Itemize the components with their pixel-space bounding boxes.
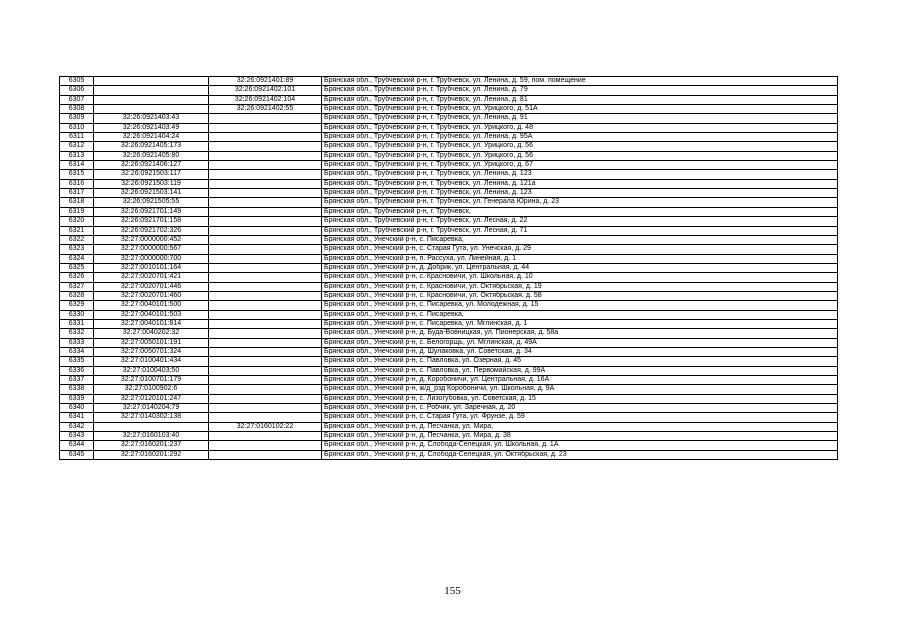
address-cell: Брянская обл., Унечский р-н, с. Лизогубовка, ул. Советская, д. 15 <box>322 394 838 403</box>
row-number-cell: 6309 <box>60 114 94 123</box>
row-number-cell: 6336 <box>60 366 94 375</box>
row-number-cell: 6315 <box>60 170 94 179</box>
table-row <box>60 273 838 282</box>
cadastral-number-alt-cell <box>209 151 322 160</box>
cadastral-number-alt-cell <box>209 366 322 375</box>
cadastral-number-alt-cell <box>209 142 322 151</box>
table-row <box>60 329 838 338</box>
address-cell: Брянская обл., Трубчевский р-н, г. Трубчевск, ул. Ленина, д. 123 <box>322 189 838 198</box>
row-number-cell: 6331 <box>60 319 94 328</box>
address-cell: Брянская обл., Трубчевский р-н, г. Трубчевск, ул. Ленина, д. 79 <box>322 86 838 95</box>
cadastral-number-alt-cell <box>209 235 322 244</box>
cadastral-number-cell: 32:26:0921503:119 <box>94 179 209 188</box>
row-number-cell: 6326 <box>60 273 94 282</box>
cadastral-number-alt-cell <box>209 254 322 263</box>
table-row <box>60 105 838 114</box>
address-cell: Брянская обл., Унечский р-н, с. Писаревка, ул. Мглинская, д. 1 <box>322 319 838 328</box>
address-cell: Брянская обл., Трубчевский р-н, г. Трубчевск, ул. Генерала Юрина, д. 23 <box>322 198 838 207</box>
cadastral-number-alt-cell <box>209 385 322 394</box>
row-number-cell: 6310 <box>60 123 94 132</box>
cadastral-number-alt-cell <box>209 179 322 188</box>
cadastral-number-cell: 32:27:0040202:32 <box>94 329 209 338</box>
row-number-cell: 6321 <box>60 226 94 235</box>
cadastral-number-cell: 32:26:0921702:326 <box>94 226 209 235</box>
table-row <box>60 357 838 366</box>
table-row <box>60 245 838 254</box>
table-row <box>60 114 838 123</box>
table-row <box>60 385 838 394</box>
table-row <box>60 86 838 95</box>
address-cell: Брянская обл., Унечский р-н, с. Красновичи, ул. Школьная, д. 10 <box>322 273 838 282</box>
table-row <box>60 432 838 441</box>
row-number-cell: 6344 <box>60 441 94 450</box>
cadastral-number-cell: 32:26:0921701:149 <box>94 207 209 216</box>
cadastral-number-cell: 32:26:0921405:173 <box>94 142 209 151</box>
cadastral-number-alt-cell <box>209 338 322 347</box>
address-cell: Брянская обл., Унечский р-н, с. Писаревка, ул. Молодежная, д. 15 <box>322 301 838 310</box>
cadastral-number-alt-cell <box>209 310 322 319</box>
cadastral-number-alt-cell <box>209 319 322 328</box>
table-row <box>60 123 838 132</box>
cadastral-number-cell: 32:26:0921404:24 <box>94 133 209 142</box>
row-number-cell: 6327 <box>60 282 94 291</box>
cadastral-number-cell: 32:27:0000000:452 <box>94 235 209 244</box>
row-number-cell: 6329 <box>60 301 94 310</box>
row-number-cell: 6333 <box>60 338 94 347</box>
cadastral-number-cell: 32:27:0040101:503 <box>94 310 209 319</box>
address-cell: Брянская обл., Трубчевский р-н, г. Трубчевск, ул. Урицкого, д. 67 <box>322 161 838 170</box>
address-cell: Брянская обл., Трубчевский р-н, г. Трубчевск, ул. Урицкого, д. 56 <box>322 151 838 160</box>
cadastral-number-alt-cell <box>209 273 322 282</box>
address-cell: Брянская обл., Трубчевский р-н, г. Трубчевск, ул. Ленина, д. 81 <box>322 95 838 104</box>
address-cell: Брянская обл., Унечский р-н, д. Слобода-Селецкая, ул. Октябрьская, д. 23 <box>322 450 838 459</box>
cadastral-number-alt-cell <box>209 347 322 356</box>
address-cell: Брянская обл., Унечский р-н, д. Коробоничи, ул. Центральная, д. 16А <box>322 376 838 385</box>
cadastral-number-alt-cell <box>209 282 322 291</box>
cadastral-number-cell: 32:26:0921405:80 <box>94 151 209 160</box>
table-row <box>60 179 838 188</box>
cadastral-number-cell: 32:27:0100403:50 <box>94 366 209 375</box>
table-row <box>60 441 838 450</box>
row-number-cell: 6305 <box>60 77 94 86</box>
table-row <box>60 142 838 151</box>
row-number-cell: 6345 <box>60 450 94 459</box>
address-cell: Брянская обл., Трубчевский р-н, г. Трубчевск, ул. Ленина, д. 123 <box>322 170 838 179</box>
cadastral-number-cell: 32:27:0100701:179 <box>94 376 209 385</box>
cadastral-number-alt-cell <box>209 123 322 132</box>
cadastral-number-cell <box>94 77 209 86</box>
address-cell: Брянская обл., Трубчевский р-н, г. Трубчевск, ул. Ленина, д. 121а <box>322 179 838 188</box>
table-row <box>60 347 838 356</box>
address-cell: Брянская обл., Унечский р-н, с. Писаревка, <box>322 310 838 319</box>
cadastral-number-cell <box>94 95 209 104</box>
cadastral-number-cell: 32:26:0921503:117 <box>94 170 209 179</box>
table-row <box>60 189 838 198</box>
row-number-cell: 6334 <box>60 347 94 356</box>
registry-table-body <box>60 77 838 460</box>
table-row <box>60 217 838 226</box>
row-number-cell: 6313 <box>60 151 94 160</box>
cadastral-number-cell <box>94 86 209 95</box>
row-number-cell: 6337 <box>60 376 94 385</box>
address-cell: Брянская обл., Трубчевский р-н, г. Трубчевск, ул. Ленина, д. 91 <box>322 114 838 123</box>
cadastral-number-cell: 32:27:0000000:700 <box>94 254 209 263</box>
address-cell: Брянская обл., Унечский р-н, д. Шулаковка, ул. Советская, д. 34 <box>322 347 838 356</box>
cadastral-number-cell: 32:26:0921701:158 <box>94 217 209 226</box>
cadastral-number-alt-cell <box>209 198 322 207</box>
cadastral-number-alt-cell <box>209 114 322 123</box>
table-row <box>60 161 838 170</box>
address-cell: Брянская обл., Унечский р-н, с. Красновичи, ул. Октябрьская, д. 58 <box>322 291 838 300</box>
address-cell: Брянская обл., Трубчевский р-н, г. Трубчевск, <box>322 207 838 216</box>
table-row <box>60 366 838 375</box>
table-row <box>60 450 838 459</box>
table-row <box>60 422 838 431</box>
cadastral-number-cell: 32:27:0050701:324 <box>94 347 209 356</box>
address-cell: Брянская обл., Трубчевский р-н, г. Трубчевск, ул. Урицкого, д. 48 <box>322 123 838 132</box>
address-cell: Брянская обл., Унечский р-н, д. Буда-Вовницкая, ул. Пионерская, д. 58а <box>322 329 838 338</box>
row-number-cell: 6317 <box>60 189 94 198</box>
row-number-cell: 6307 <box>60 95 94 104</box>
cadastral-number-alt-cell <box>209 226 322 235</box>
address-cell: Брянская обл., Унечский р-н, с. Павловка, ул. Озерная, д. 45 <box>322 357 838 366</box>
table-row <box>60 263 838 272</box>
row-number-cell: 6343 <box>60 432 94 441</box>
cadastral-number-cell: 32:26:0921403:43 <box>94 114 209 123</box>
cadastral-number-alt-cell <box>209 376 322 385</box>
cadastral-number-cell: 32:27:0140204:79 <box>94 404 209 413</box>
cadastral-number-alt-cell <box>209 357 322 366</box>
cadastral-number-alt-cell <box>209 404 322 413</box>
cadastral-number-alt-cell <box>209 170 322 179</box>
cadastral-number-cell: 32:27:0020701:460 <box>94 291 209 300</box>
row-number-cell: 6332 <box>60 329 94 338</box>
row-number-cell: 6316 <box>60 179 94 188</box>
address-cell: Брянская обл., Унечский р-н, с. Красновичи, ул. Октябрьская, д. 19 <box>322 282 838 291</box>
table-row <box>60 291 838 300</box>
cadastral-number-alt-cell <box>209 329 322 338</box>
cadastral-number-alt-cell: 32:26:0921402:101 <box>209 86 322 95</box>
cadastral-number-alt-cell <box>209 189 322 198</box>
table-row <box>60 404 838 413</box>
address-cell: Брянская обл., Унечский р-н, с. Старая Гута, ул. Унечская, д. 29 <box>322 245 838 254</box>
table-row <box>60 310 838 319</box>
table-row <box>60 170 838 179</box>
cadastral-number-alt-cell <box>209 161 322 170</box>
row-number-cell: 6314 <box>60 161 94 170</box>
table-row <box>60 319 838 328</box>
row-number-cell: 6322 <box>60 235 94 244</box>
table-row <box>60 133 838 142</box>
cadastral-number-cell: 32:27:0120101:247 <box>94 394 209 403</box>
row-number-cell: 6330 <box>60 310 94 319</box>
cadastral-number-cell: 32:27:0160103:40 <box>94 432 209 441</box>
cadastral-number-cell: 32:27:0020701:421 <box>94 273 209 282</box>
table-row <box>60 282 838 291</box>
cadastral-number-cell: 32:27:0040101:500 <box>94 301 209 310</box>
cadastral-number-alt-cell <box>209 413 322 422</box>
row-number-cell: 6324 <box>60 254 94 263</box>
address-cell: Брянская обл., Унечский р-н, п. Рассуха, ул. Линейная, д. 1 <box>322 254 838 263</box>
cadastral-number-alt-cell <box>209 450 322 459</box>
cadastral-number-cell: 32:26:0921403:49 <box>94 123 209 132</box>
cadastral-number-cell: 32:27:0100902:6 <box>94 385 209 394</box>
row-number-cell: 6312 <box>60 142 94 151</box>
address-cell: Брянская обл., Трубчевский р-н, г. Трубчевск, ул. Ленина, д. 59, пом. помещение <box>322 77 838 86</box>
cadastral-number-cell: 32:27:0020701:446 <box>94 282 209 291</box>
cadastral-number-alt-cell: 32:26:0921401:89 <box>209 77 322 86</box>
row-number-cell: 6338 <box>60 385 94 394</box>
table-row <box>60 301 838 310</box>
row-number-cell: 6342 <box>60 422 94 431</box>
table-row <box>60 198 838 207</box>
address-cell: Брянская обл., Трубчевский р-н, г. Трубчевск, ул. Лесная, д. 71 <box>322 226 838 235</box>
row-number-cell: 6318 <box>60 198 94 207</box>
address-cell: Брянская обл., Унечский р-н, ж/д_рзд Коробоничи, ул. Школьная, д. 9А <box>322 385 838 394</box>
cadastral-number-cell <box>94 105 209 114</box>
row-number-cell: 6308 <box>60 105 94 114</box>
address-cell: Брянская обл., Трубчевский р-н, г. Трубчевск, ул. Лесная, д. 22 <box>322 217 838 226</box>
table-row <box>60 151 838 160</box>
row-number-cell: 6328 <box>60 291 94 300</box>
cadastral-number-cell: 32:27:0160201:237 <box>94 441 209 450</box>
cadastral-number-alt-cell <box>209 441 322 450</box>
row-number-cell: 6340 <box>60 404 94 413</box>
table-row <box>60 95 838 104</box>
table-row <box>60 207 838 216</box>
row-number-cell: 6341 <box>60 413 94 422</box>
page-number: 155 <box>444 585 461 597</box>
cadastral-number-alt-cell <box>209 291 322 300</box>
row-number-cell: 6319 <box>60 207 94 216</box>
address-cell: Брянская обл., Унечский р-н, д. Добрик, ул. Центральная, д. 44 <box>322 263 838 272</box>
table-row <box>60 338 838 347</box>
address-cell: Брянская обл., Унечский р-н, с. Павловка, ул. Первомайская, д. 99А <box>322 366 838 375</box>
table-row <box>60 226 838 235</box>
cadastral-number-alt-cell: 32:27:0160102:22 <box>209 422 322 431</box>
cadastral-number-cell: 32:27:0140302:138 <box>94 413 209 422</box>
cadastral-number-cell: 32:27:0010101:164 <box>94 263 209 272</box>
row-number-cell: 6335 <box>60 357 94 366</box>
cadastral-number-cell: 32:27:0050101:191 <box>94 338 209 347</box>
cadastral-number-cell: 32:26:0921503:141 <box>94 189 209 198</box>
cadastral-number-alt-cell <box>209 133 322 142</box>
cadastral-number-alt-cell <box>209 207 322 216</box>
table-row <box>60 77 838 86</box>
cadastral-number-cell: 32:27:0100401:434 <box>94 357 209 366</box>
cadastral-number-alt-cell <box>209 263 322 272</box>
row-number-cell: 6320 <box>60 217 94 226</box>
row-number-cell: 6325 <box>60 263 94 272</box>
row-number-cell: 6311 <box>60 133 94 142</box>
cadastral-number-alt-cell <box>209 432 322 441</box>
table-row <box>60 394 838 403</box>
address-cell: Брянская обл., Трубчевский р-н, г. Трубчевск, ул. Ленина, д. 95А <box>322 133 838 142</box>
address-cell: Брянская обл., Трубчевский р-н, г. Трубчевск, ул. Урицкого, д. 56 <box>322 142 838 151</box>
address-cell: Брянская обл., Унечский р-н, с. Робчик, ул. Заречная, д. 20 <box>322 404 838 413</box>
address-cell: Брянская обл., Унечский р-н, с. Писаревка, <box>322 235 838 244</box>
row-number-cell: 6306 <box>60 86 94 95</box>
cadastral-number-cell: 32:26:0921505:55 <box>94 198 209 207</box>
table-row <box>60 376 838 385</box>
row-number-cell: 6323 <box>60 245 94 254</box>
cadastral-number-alt-cell: 32:26:0921402:55 <box>209 105 322 114</box>
cadastral-number-alt-cell <box>209 245 322 254</box>
registry-table <box>59 76 838 460</box>
cadastral-number-cell: 32:27:0000000:567 <box>94 245 209 254</box>
cadastral-number-cell <box>94 422 209 431</box>
table-row <box>60 254 838 263</box>
table-row <box>60 235 838 244</box>
cadastral-number-alt-cell <box>209 217 322 226</box>
row-number-cell: 6339 <box>60 394 94 403</box>
cadastral-number-alt-cell <box>209 301 322 310</box>
cadastral-number-alt-cell <box>209 394 322 403</box>
address-cell: Брянская обл., Унечский р-н, с. Старая Гута, ул. Фрунзе, д. 59 <box>322 413 838 422</box>
address-cell: Брянская обл., Трубчевский р-н, г. Трубчевск, ул. Урицкого, д. 51А <box>322 105 838 114</box>
address-cell: Брянская обл., Унечский р-н, д. Песчанка, ул. Мира, д. 38 <box>322 432 838 441</box>
address-cell: Брянская обл., Унечский р-н, д. Слобода-Селецкая, ул. Школьная, д. 1А <box>322 441 838 450</box>
cadastral-number-cell: 32:26:0921406:127 <box>94 161 209 170</box>
address-cell: Брянская обл., Унечский р-н, д. Песчанка, ул. Мира, <box>322 422 838 431</box>
cadastral-number-alt-cell: 32:26:0921402:104 <box>209 95 322 104</box>
table-row <box>60 413 838 422</box>
cadastral-number-cell: 32:27:0040101:814 <box>94 319 209 328</box>
cadastral-number-cell: 32:27:0160201:292 <box>94 450 209 459</box>
address-cell: Брянская обл., Унечский р-н, с. Белогорщь, ул. Мглинская, д. 49А <box>322 338 838 347</box>
